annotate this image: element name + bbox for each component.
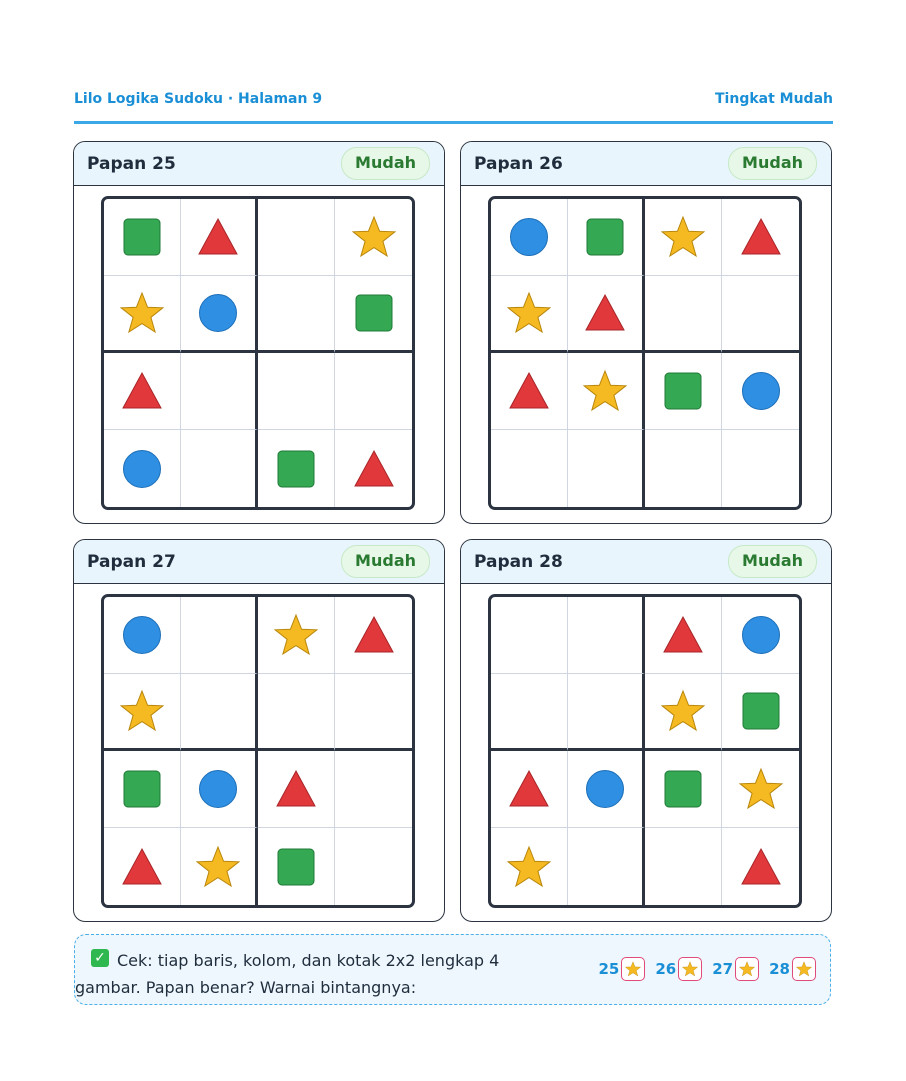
level-badge: Mudah [341,545,430,578]
board-checklist [589,957,817,981]
grid-cell[interactable] [258,674,335,751]
grid-cell[interactable] [722,751,799,828]
triangle-icon [352,447,396,491]
sudoku-grid [488,594,802,908]
grid-cell[interactable] [104,353,181,430]
grid-cell[interactable] [491,674,568,751]
grid-cell[interactable] [568,597,645,674]
grid-cell[interactable] [104,430,181,507]
grid-cell[interactable] [258,430,335,507]
star-icon [507,291,551,335]
grid-cell[interactable] [258,199,335,276]
grid-cell[interactable] [335,828,412,905]
grid-cell[interactable] [491,353,568,430]
grid-cell[interactable] [722,674,799,751]
circle-icon [583,767,627,811]
board-check-number: 28 [769,960,790,978]
grid-cell[interactable] [335,597,412,674]
grid-cell[interactable] [722,828,799,905]
level-badge: Mudah [341,147,430,180]
grid-cell[interactable] [491,828,568,905]
grid-cell[interactable] [335,751,412,828]
square-icon [583,215,627,259]
board-card [460,539,832,922]
grid-cell[interactable] [258,751,335,828]
triangle-icon [507,369,551,413]
grid-cell[interactable] [335,199,412,276]
board-check-item [712,957,759,981]
board-header [461,142,831,186]
sudoku-grid [488,196,802,510]
check-instructions [74,934,831,1005]
triangle-icon [120,845,164,889]
star-checkbox[interactable] [792,957,816,981]
star-checkbox[interactable] [735,957,759,981]
triangle-icon [196,215,240,259]
star-icon [507,845,551,889]
grid-cell[interactable] [568,828,645,905]
triangle-icon [661,613,705,657]
board-title: Papan 26 [474,154,563,174]
board-card [73,141,445,524]
grid-cell[interactable] [722,430,799,507]
grid-cell[interactable] [568,353,645,430]
star-icon [661,689,705,733]
board-check-number: 26 [655,960,677,978]
star-icon [120,689,164,733]
grid-cell[interactable] [722,199,799,276]
board-header [74,540,444,584]
star-icon [274,613,318,657]
grid-cell[interactable] [568,751,645,828]
star-icon [796,961,812,977]
board-title: Papan 25 [87,154,176,174]
star-icon [352,215,396,259]
board-check-item [599,957,646,981]
grid-cell[interactable] [645,828,722,905]
grid-cell[interactable] [104,828,181,905]
grid-cell[interactable] [722,597,799,674]
grid-cell[interactable] [104,597,181,674]
grid-cell[interactable] [645,199,722,276]
grid-cell[interactable] [645,751,722,828]
header-divider [74,121,833,124]
level-badge: Mudah [728,545,817,578]
grid-cell[interactable] [645,430,722,507]
page-header [74,88,833,112]
square-icon [661,369,705,413]
star-icon [661,215,705,259]
grid-cell[interactable] [645,597,722,674]
grid-cell[interactable] [104,674,181,751]
star-icon [583,369,627,413]
board-title: Papan 28 [474,552,563,572]
square-icon [274,845,318,889]
circle-icon [120,447,164,491]
triangle-icon [739,215,783,259]
level-badge: Mudah [728,147,817,180]
grid-cell[interactable] [181,751,258,828]
grid-cell[interactable] [645,353,722,430]
circle-icon [507,215,551,259]
triangle-icon [583,291,627,335]
grid-cell[interactable] [258,597,335,674]
grid-cell[interactable] [722,353,799,430]
grid-cell[interactable] [181,430,258,507]
triangle-icon [352,613,396,657]
grid-cell[interactable] [181,276,258,353]
grid-cell[interactable] [258,828,335,905]
circle-icon [196,767,240,811]
grid-cell[interactable] [491,199,568,276]
board-card [460,141,832,524]
board-header [74,142,444,186]
triangle-icon [739,845,783,889]
board-header [461,540,831,584]
instruction-line-2: gambar. Papan benar? Warnai bintangnya: [75,978,417,997]
square-icon [352,291,396,335]
star-icon [625,961,641,977]
board-check-item [655,957,702,981]
grid-cell[interactable] [568,276,645,353]
square-icon [661,767,705,811]
square-icon [739,689,783,733]
sudoku-grid [101,196,415,510]
circle-icon [196,291,240,335]
board-check-number: 25 [598,960,620,978]
grid-cell[interactable] [335,276,412,353]
square-icon [274,447,318,491]
grid-cell[interactable] [181,674,258,751]
triangle-icon [274,767,318,811]
grid-cell[interactable] [568,430,645,507]
grid-cell[interactable] [181,353,258,430]
star-icon [739,767,783,811]
circle-icon [120,613,164,657]
star-icon [739,961,755,977]
grid-cell[interactable] [491,597,568,674]
sudoku-grid [101,594,415,908]
triangle-icon [507,767,551,811]
instruction-text [75,947,545,1001]
square-icon [120,215,164,259]
board-card [73,539,445,922]
grid-cell[interactable] [335,674,412,751]
circle-icon [739,369,783,413]
grid-cell[interactable] [645,276,722,353]
grid-cell[interactable] [491,751,568,828]
grid-cell[interactable] [722,276,799,353]
grid-cell[interactable] [104,276,181,353]
grid-cell[interactable] [568,199,645,276]
star-checkbox[interactable] [678,957,702,981]
grid-cell[interactable] [104,751,181,828]
grid-cell[interactable] [335,353,412,430]
check-icon: ✓ [91,949,109,967]
board-check-item [769,957,816,981]
board-title: Papan 27 [87,552,176,572]
star-icon [120,291,164,335]
instruction-line-1: Cek: tiap baris, kolom, dan kotak 2x2 lengkap 4 [117,951,500,970]
star-icon [682,961,698,977]
grid-cell[interactable] [491,276,568,353]
book-title: Lilo Logika Sudoku · Halaman 9 [74,91,323,107]
grid-cell[interactable] [258,353,335,430]
grid-cell[interactable] [568,674,645,751]
grid-cell[interactable] [645,674,722,751]
square-icon [120,767,164,811]
grid-cell[interactable] [335,430,412,507]
star-icon [196,845,240,889]
board-check-number: 27 [712,960,734,978]
star-checkbox[interactable] [621,957,645,981]
circle-icon [739,613,783,657]
grid-cell[interactable] [181,597,258,674]
grid-cell[interactable] [491,430,568,507]
grid-cell[interactable] [104,199,181,276]
grid-cell[interactable] [258,276,335,353]
triangle-icon [120,369,164,413]
grid-cell[interactable] [181,828,258,905]
grid-cell[interactable] [181,199,258,276]
difficulty-label: Tingkat Mudah [715,91,833,107]
